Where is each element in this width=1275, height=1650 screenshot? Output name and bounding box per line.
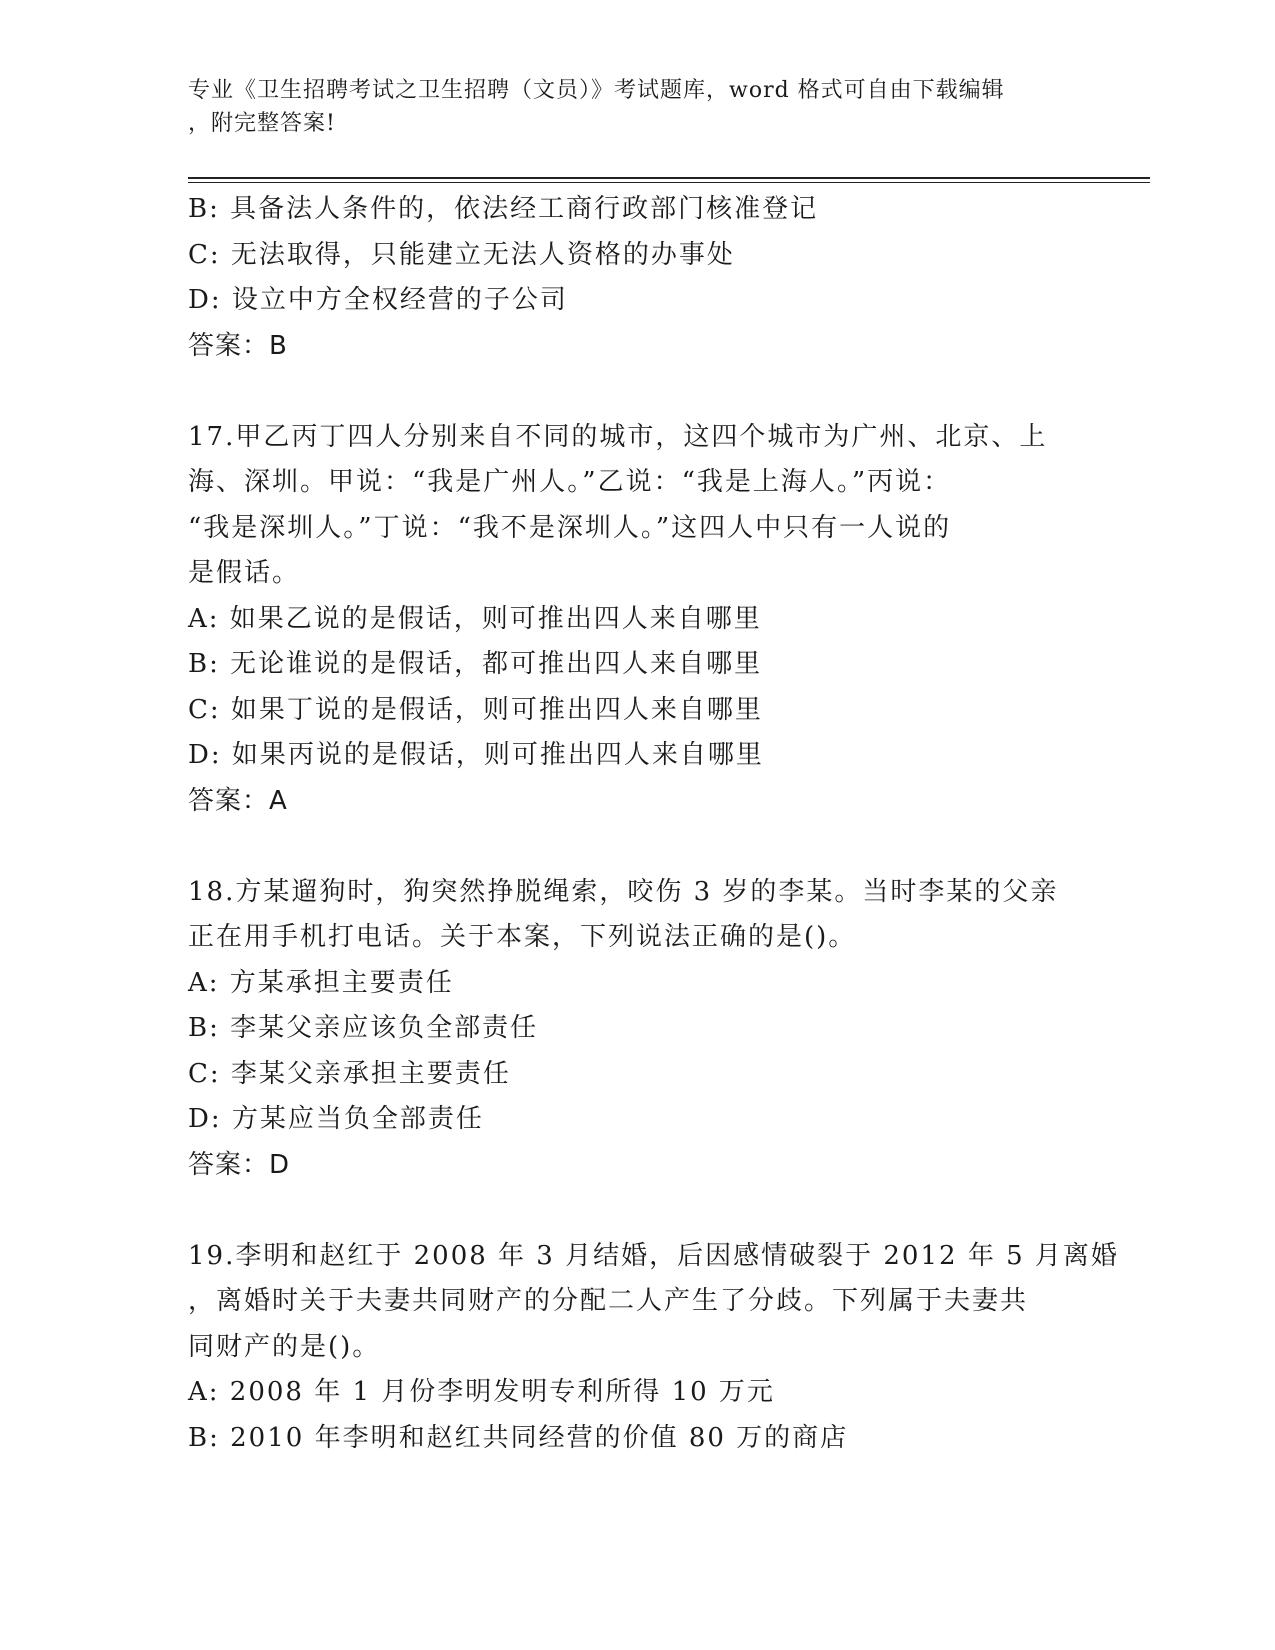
question-text-line: 是假话。 bbox=[188, 558, 301, 588]
question-18 bbox=[188, 870, 1088, 1189]
question-text-line: 17.甲乙丙丁四人分别来自不同的城市，这四个城市为广州、北京、上 bbox=[188, 421, 1048, 452]
header-divider-thin bbox=[188, 182, 1150, 183]
option-d: D: 如果丙说的是假话，则可推出四人来自哪里 bbox=[188, 740, 764, 770]
question-text-line: 同财产的是()。 bbox=[188, 1331, 381, 1362]
option-c: C: 李某父亲承担主要责任 bbox=[188, 1058, 511, 1089]
question-text-line: 19.李明和赵红于 2008 年 3 月结婚，后因感情破裂于 2012 年 5 月离婚 bbox=[188, 1240, 1119, 1271]
question-text-line: 18.方某遛狗时，狗突然挣脱绳索，咬伤 3 岁的李某。当时李某的父亲 bbox=[188, 876, 1059, 907]
option-b: B: 李某父亲应该负全部责任 bbox=[188, 1013, 539, 1043]
question-text-line: “我是深圳人。”丁说：“我不是深圳人。”这四人中只有一人说的 bbox=[188, 512, 952, 543]
header-line-1: 专业《卫生招聘考试之卫生招聘（文员）》考试题库，word 格式可自由下载编辑 bbox=[188, 78, 1005, 103]
question-text bbox=[188, 415, 1088, 597]
option-b: B: 具备法人条件的，依法经工商行政部门核准登记 bbox=[188, 194, 819, 224]
question-text bbox=[188, 870, 1088, 961]
question-19 bbox=[188, 1234, 1119, 1462]
option-b: B: 无论谁说的是假话，都可推出四人来自哪里 bbox=[188, 649, 763, 679]
option-d: D: 设立中方全权经营的子公司 bbox=[188, 285, 568, 315]
document-content bbox=[188, 187, 1119, 1461]
option-d: D: 方某应当负全部责任 bbox=[188, 1104, 484, 1134]
question-text bbox=[188, 1234, 1119, 1371]
answer-line: 答案：B bbox=[188, 330, 288, 361]
question-text-line: ，离婚时关于夫妻共同财产的分配二人产生了分歧。下列属于夫妻共 bbox=[188, 1286, 1029, 1316]
question-text-line: 海、深圳。甲说：“我是广州人。”乙说：“我是上海人。”丙说： bbox=[188, 467, 952, 497]
question-text-line: 正在用手机打电话。关于本案，下列说法正确的是()。 bbox=[188, 922, 857, 952]
option-c: C: 如果丁说的是假话，则可推出四人来自哪里 bbox=[188, 694, 763, 725]
header-divider-thick bbox=[188, 177, 1150, 179]
option-a: A: 如果乙说的是假话，则可推出四人来自哪里 bbox=[188, 603, 762, 634]
header-line-2: ，附完整答案! bbox=[188, 111, 336, 136]
option-b: B: 2010 年李明和赵红共同经营的价值 80 万的商店 bbox=[188, 1422, 849, 1453]
answer-line: 答案：A bbox=[188, 785, 288, 816]
option-c: C: 无法取得，只能建立无法人资格的办事处 bbox=[188, 239, 735, 270]
answer-line: 答案：D bbox=[188, 1149, 291, 1180]
option-a: A: 2008 年 1 月份李明发明专利所得 10 万元 bbox=[188, 1377, 775, 1407]
option-a: A: 方某承担主要责任 bbox=[188, 967, 454, 998]
question-17 bbox=[188, 415, 1088, 825]
page-header bbox=[188, 74, 1068, 140]
prev-question-block bbox=[188, 187, 1088, 369]
